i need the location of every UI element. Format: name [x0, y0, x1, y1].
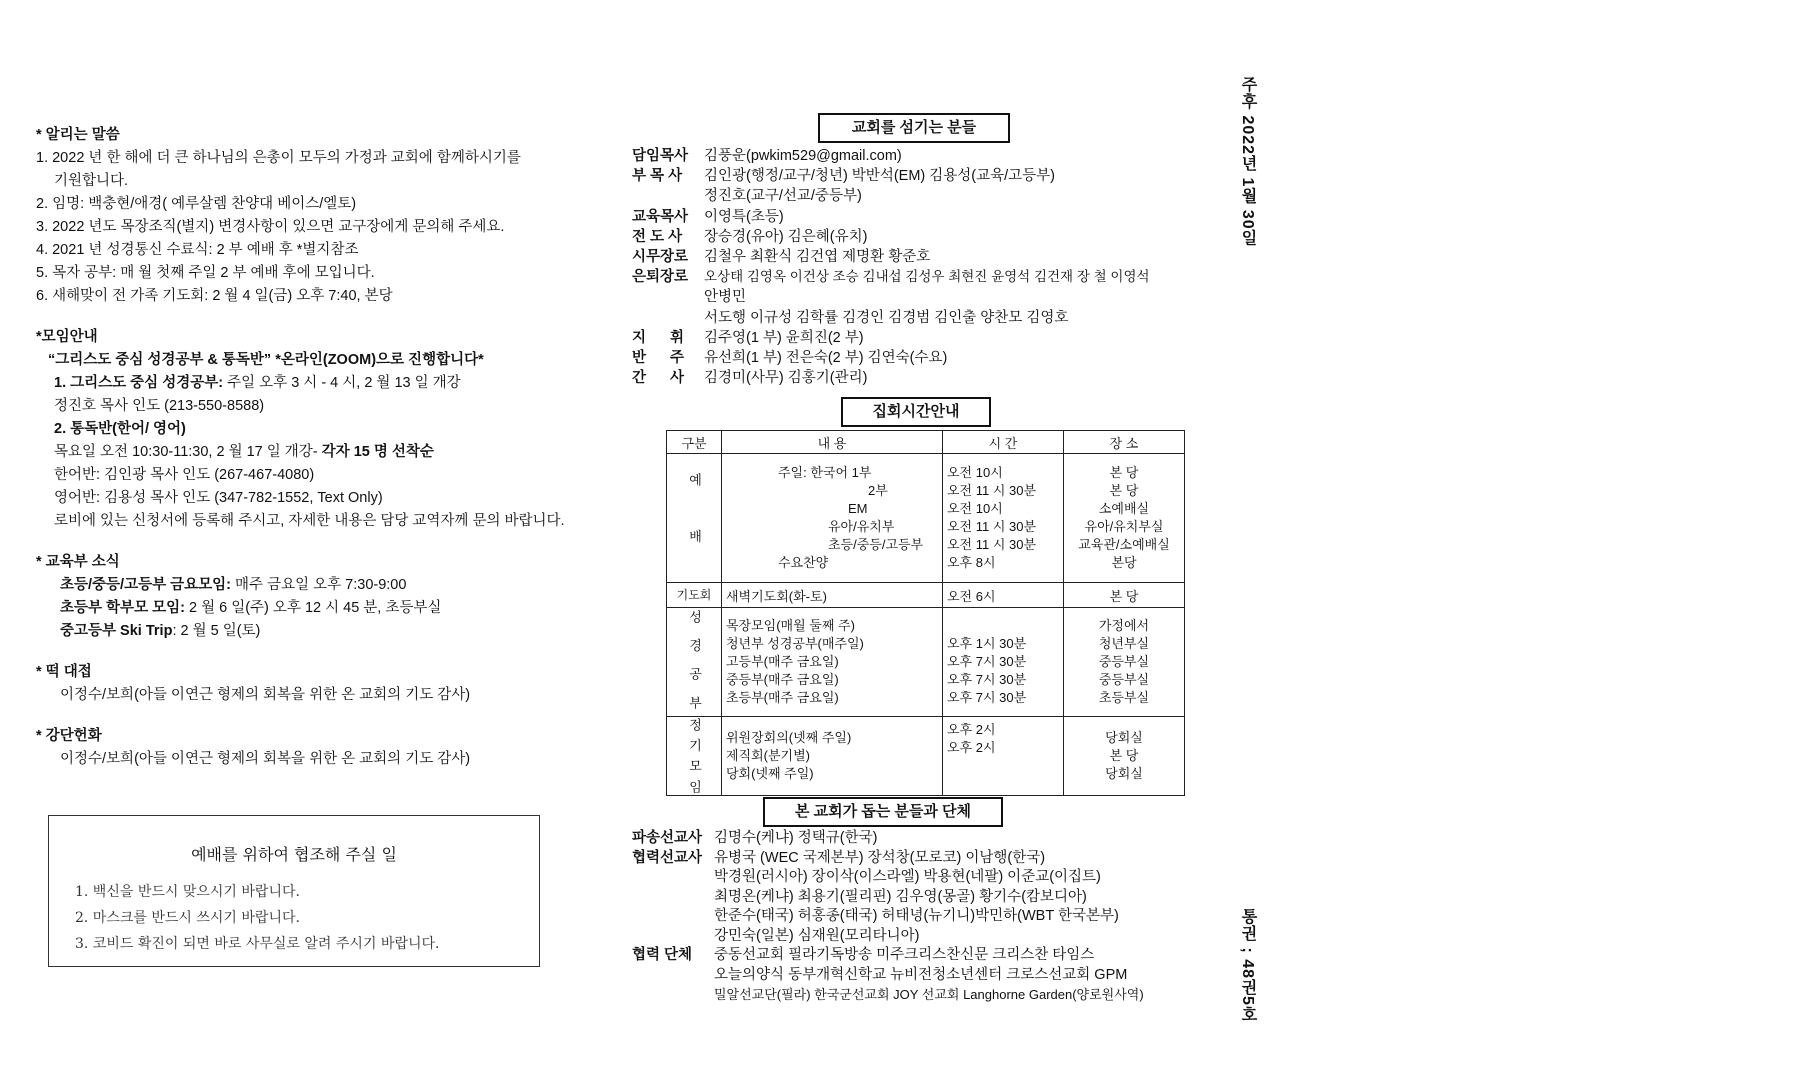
mission-value: 최명온(케냐) 최용기(필리핀) 김우영(몽골) 황기수(캄보디아) — [714, 888, 1087, 905]
worship-notice-box — [48, 815, 540, 967]
bible-place: 초등부실 — [1098, 690, 1150, 705]
worship-place: 본당 — [1111, 555, 1137, 570]
mission-label — [632, 985, 714, 1005]
worship-label: 예 배 — [667, 454, 722, 583]
education-line-label: 중고등부 Ski Trip — [60, 623, 173, 639]
regular-content: 제직회(분기별) — [726, 748, 811, 763]
mission-label — [632, 966, 714, 986]
rice-cake-title: * 떡 대접 — [36, 664, 92, 680]
schedule-header: 장 소 — [1064, 431, 1185, 454]
worship-place: 소예배실 — [1098, 501, 1150, 516]
bible-place: 가정에서 — [1098, 618, 1150, 633]
education-line-text: : 2 월 5 일(토) — [172, 623, 261, 639]
meeting-item-1-leader: 정진호 목사 인도 (213-550-8588) — [54, 398, 265, 414]
announcement-item: 4. 2021 년 성경통신 수료식: 2 부 예배 후 *별지참조 — [36, 242, 359, 258]
staff-label: 지 휘 — [632, 329, 695, 346]
bible-place: 중등부실 — [1098, 654, 1150, 669]
mission-label: 협력 단체 — [632, 947, 693, 963]
dawn-content: 새벽기도회(화-토) — [722, 583, 943, 608]
mission-label — [632, 927, 714, 947]
meeting-item-2-desc — [36, 441, 596, 464]
education-line-label: 초등/중등/고등부 금요모임: — [60, 577, 231, 593]
staff-value: 안병민 — [704, 289, 747, 306]
education-line — [36, 620, 596, 643]
mission-value: 김명수(케냐) 정택규(한국) — [714, 830, 878, 846]
worship-place: 교육관/소예배실 — [1078, 537, 1170, 552]
mission-row — [632, 946, 1192, 966]
dawn-place: 본 당 — [1064, 583, 1185, 608]
worship-time: 오후 8시 — [947, 555, 996, 570]
meeting-item-1-title: 1. 그리스도 중심 성경공부: — [54, 375, 224, 391]
bible-place: 청년부실 — [1098, 636, 1150, 651]
bible-times — [943, 608, 1064, 717]
bible-content: 중등부(매주 금요일) — [726, 672, 839, 687]
notice-item: 3. 코비드 확진이 되면 바로 사무실로 알려 주시기 바랍니다. — [75, 936, 440, 952]
staff-row — [632, 328, 1192, 348]
notice-title: 예배를 위하여 협조해 주실 일 — [191, 845, 397, 864]
schedule-header-row — [667, 431, 1185, 454]
mission-label: 파송선교사 — [632, 830, 703, 846]
schedule-row-dawn — [667, 583, 1185, 608]
worship-content: 유아/유치부 — [828, 519, 895, 534]
mission-value: 박경원(러시아) 장이삭(이스라엘) 박용현(네팔) 이준교(이집트) — [714, 869, 1101, 885]
worship-times — [943, 454, 1064, 583]
schedule-title: 집회시간안내 — [841, 397, 991, 427]
announcement-item: 기원합니다. — [54, 173, 129, 189]
staff-value: 김철우 최환식 김건엽 제명환 황준호 — [704, 249, 931, 266]
announcement-item: 1. 2022 년 한 해에 더 큰 하나님의 은총이 모두의 가정과 교회에 함께하시기를 — [36, 150, 521, 166]
meetings-headline: “그리스도 중심 성경공부 & 통독반” *온라인(ZOOM)으로 진행합니다* — [48, 352, 484, 368]
staff-value: 서도행 이규성 김학률 김경인 김경범 김인출 양찬모 김영호 — [704, 309, 1069, 326]
regular-times — [943, 717, 1064, 796]
bible-place: 중등부실 — [1098, 672, 1150, 687]
staff-value: 장승경(유아) 김은혜(유치) — [704, 228, 868, 245]
worship-time: 오전 11 시 30분 — [947, 519, 1037, 534]
staff-label: 전 도 사 — [632, 228, 683, 245]
regular-place: 본 당 — [1109, 748, 1139, 763]
staff-label: 교육목사 — [632, 208, 689, 225]
mission-value: 유병국 (WEC 국제본부) 장석창(모로코) 이남행(한국) — [714, 849, 1046, 866]
meeting-item-2-desc-a: 목요일 오전 10:30-11:30, 2 월 17 일 개강- — [54, 444, 322, 460]
meeting-item-2-korean: 한어반: 김인광 목사 인도 (267-467-4080) — [54, 467, 315, 483]
staff-value: 오상태 김영옥 이건상 조승 김내섭 김성우 최현진 윤영석 김건재 장 철 이영석 — [704, 269, 1150, 285]
bulletin-volume: 통권 ; 48권5호 — [1239, 908, 1256, 1023]
notice-item: 1. 백신을 반드시 맞으시기 바랍니다. — [75, 884, 300, 900]
staff-row — [632, 207, 1192, 227]
schedule-row-regular — [667, 717, 1185, 796]
staff-row — [632, 146, 1192, 166]
regular-contents — [722, 717, 943, 796]
rice-cake-text: 이정수/보희(아들 이연근 형제의 회복을 위한 온 교회의 기도 감사) — [60, 687, 471, 703]
bible-content: 초등부(매주 금요일) — [726, 690, 839, 705]
announcement-item: 2. 임명: 백충현/애경( 예루살렘 찬양대 베이스/엘토) — [36, 196, 357, 212]
staff-value: 이영특(초등) — [704, 208, 784, 225]
staff-row — [632, 247, 1192, 267]
staff-label — [632, 287, 704, 307]
meeting-item-2-note: 로비에 있는 신청서에 등록해 주시고, 자세한 내용은 담당 교역자께 문의 바랍니다. — [54, 513, 565, 529]
worship-time: 오전 10시 — [947, 501, 1003, 516]
worship-content: 2부 — [868, 483, 888, 498]
staff-row — [632, 308, 1192, 328]
bible-content: 고등부(매주 금요일) — [726, 654, 839, 669]
worship-time: 오전 10시 — [947, 465, 1003, 480]
staff-value: 유선희(1 부) 전은숙(2 부) 김연숙(수요) — [704, 350, 948, 367]
missions-list — [632, 829, 1192, 1005]
mission-row — [632, 907, 1192, 927]
meeting-item-2-title: 2. 통독반(한어/ 영어) — [54, 421, 186, 437]
schedule-table — [666, 430, 1185, 796]
bible-time: 오후 1시 30분 — [947, 636, 1027, 651]
dawn-label: 기도회 — [667, 583, 722, 608]
staff-label: 시무장로 — [632, 249, 689, 266]
education-line — [36, 597, 596, 620]
education-line-text: 2 월 6 일(주) 오후 12 시 45 분, 초등부실 — [184, 600, 442, 616]
education-line-text: 매주 금요일 오후 7:30-9:00 — [231, 577, 407, 593]
schedule-header: 내 용 — [722, 431, 943, 454]
mission-row — [632, 888, 1192, 908]
regular-label: 정 기 모 임 — [667, 717, 722, 796]
worship-time: 오전 11 시 30분 — [947, 483, 1037, 498]
bible-content: 청년부 성경공부(매주일) — [726, 636, 864, 651]
regular-content: 당회(넷째 주일) — [726, 766, 814, 781]
bible-content: 목장모임(매월 둘째 주) — [726, 618, 855, 633]
meeting-item-1-desc: 주일 오후 3 시 - 4 시, 2 월 13 일 개강 — [223, 375, 461, 391]
staff-value: 김경미(사무) 김홍기(관리) — [704, 370, 868, 387]
bible-time: 오후 7시 30분 — [947, 672, 1027, 687]
mission-label: 협력선교사 — [632, 849, 703, 866]
mission-value: 오늘의양식 동부개혁신학교 뉴비전청소년센터 크로스선교회 GPM — [714, 966, 1128, 983]
staff-row — [632, 348, 1192, 368]
staff-label: 간 사 — [632, 370, 695, 387]
regular-place: 당회실 — [1105, 766, 1143, 781]
worship-place: 유아/유치부실 — [1084, 519, 1164, 534]
staff-label — [632, 308, 704, 328]
bible-time: 오후 7시 30분 — [947, 654, 1027, 669]
schedule-header: 구분 — [667, 431, 722, 454]
worship-content: 수요찬양 — [778, 555, 829, 570]
regular-time: 오후 2시 — [947, 740, 996, 755]
schedule-row-bible — [667, 608, 1185, 717]
dawn-time: 오전 6시 — [943, 583, 1064, 608]
mission-label — [632, 907, 714, 927]
staff-label — [632, 186, 704, 206]
bible-contents — [722, 608, 943, 717]
bible-label: 성 경 공 부 — [667, 608, 722, 717]
education-line-label: 초등부 학부모 모임: — [60, 600, 185, 616]
flowers-text: 이정수/보희(아들 이연근 형제의 회복을 위한 온 교회의 기도 감사) — [60, 751, 471, 767]
regular-places — [1064, 717, 1185, 796]
mission-value: 강민숙(일본) 심재원(모리타니아) — [714, 927, 920, 944]
staff-value: 김인광(행정/교구/청년) 박반석(EM) 김용성(교육/고등부) — [704, 168, 1056, 185]
education-line — [36, 574, 596, 597]
staff-row — [632, 368, 1192, 388]
meetings-title: *모임안내 — [36, 329, 98, 345]
mission-label — [632, 868, 714, 888]
announcement-item: 5. 목자 공부: 매 월 첫째 주일 2 부 예배 후에 모입니다. — [36, 265, 375, 281]
mission-row — [632, 868, 1192, 888]
worship-places — [1064, 454, 1185, 583]
regular-content: 위원장회의(넷째 주일) — [726, 730, 852, 745]
bible-places — [1064, 608, 1185, 717]
announcement-item: 3. 2022 년도 목장조직(별지) 변경사항이 있으면 교구장에게 문의해 주세요. — [36, 219, 505, 235]
staff-label: 반 주 — [632, 350, 695, 367]
staff-title: 교회를 섬기는 분들 — [818, 113, 1010, 143]
schedule-header: 시 간 — [943, 431, 1064, 454]
staff-row — [632, 287, 1192, 307]
staff-label: 부 목 사 — [632, 168, 683, 185]
mission-row — [632, 849, 1192, 869]
schedule-row-worship — [667, 454, 1185, 583]
staff-row — [632, 267, 1192, 287]
worship-time: 오전 11 시 30분 — [947, 537, 1037, 552]
left-column — [36, 124, 596, 771]
bible-time: 오후 7시 30분 — [947, 690, 1027, 705]
regular-time: 오후 2시 — [947, 722, 996, 737]
mission-row — [632, 829, 1192, 849]
worship-content: EM — [848, 501, 868, 516]
mission-label — [632, 888, 714, 908]
education-title: * 교육부 소식 — [36, 554, 120, 570]
mission-row — [632, 927, 1192, 947]
worship-content: 주일: 한국어 1부 — [778, 465, 872, 480]
staff-list — [632, 146, 1192, 388]
meeting-item-2-english: 영어반: 김용성 목사 인도 (347-782-1552, Text Only) — [54, 490, 383, 506]
notice-item: 2. 마스크를 반드시 쓰시기 바랍니다. — [75, 910, 300, 926]
staff-value: 정진호(교구/선교/중등부) — [704, 188, 862, 205]
staff-row — [632, 227, 1192, 247]
staff-row — [632, 186, 1192, 206]
worship-content: 초등/중등/고등부 — [828, 537, 924, 552]
worship-place: 본 당 — [1109, 465, 1139, 480]
mission-row — [632, 985, 1192, 1005]
mission-row — [632, 966, 1192, 986]
mission-value: 밀알선교단(필라) 한국군선교회 JOY 선교회 Langhorne Garden(양로원사역) — [714, 987, 1144, 1002]
bible-time — [947, 617, 1059, 635]
regular-place: 당회실 — [1105, 730, 1143, 745]
staff-value: 김주영(1 부) 윤희진(2 부) — [704, 329, 864, 346]
staff-label: 은퇴장로 — [632, 269, 689, 286]
bulletin-date: 주후 2022년 1월 30일 — [1239, 76, 1256, 247]
meeting-item-1 — [36, 372, 596, 395]
worship-contents — [722, 454, 943, 583]
mission-value: 중동선교회 필라기독방송 미주크리스찬신문 크리스찬 타임스 — [714, 947, 1095, 963]
worship-place: 본 당 — [1109, 483, 1139, 498]
announcements-title: * 알리는 말씀 — [36, 127, 120, 143]
missions-title: 본 교회가 돕는 분들과 단체 — [763, 797, 1003, 827]
mission-value: 한준수(태국) 허홍종(태국) 허태녕(뉴기니)박민하(WBT 한국본부) — [714, 908, 1119, 924]
announcement-item: 6. 새해맞이 전 가족 기도회: 2 월 4 일(금) 오후 7:40, 본당 — [36, 288, 393, 304]
staff-label: 담임목사 — [632, 148, 689, 164]
staff-row — [632, 166, 1192, 186]
meeting-item-2-desc-b: 각자 15 명 선착순 — [321, 444, 434, 460]
flowers-title: * 강단헌화 — [36, 728, 102, 744]
staff-value: 김풍운(pwkim529@gmail.com) — [704, 148, 902, 164]
